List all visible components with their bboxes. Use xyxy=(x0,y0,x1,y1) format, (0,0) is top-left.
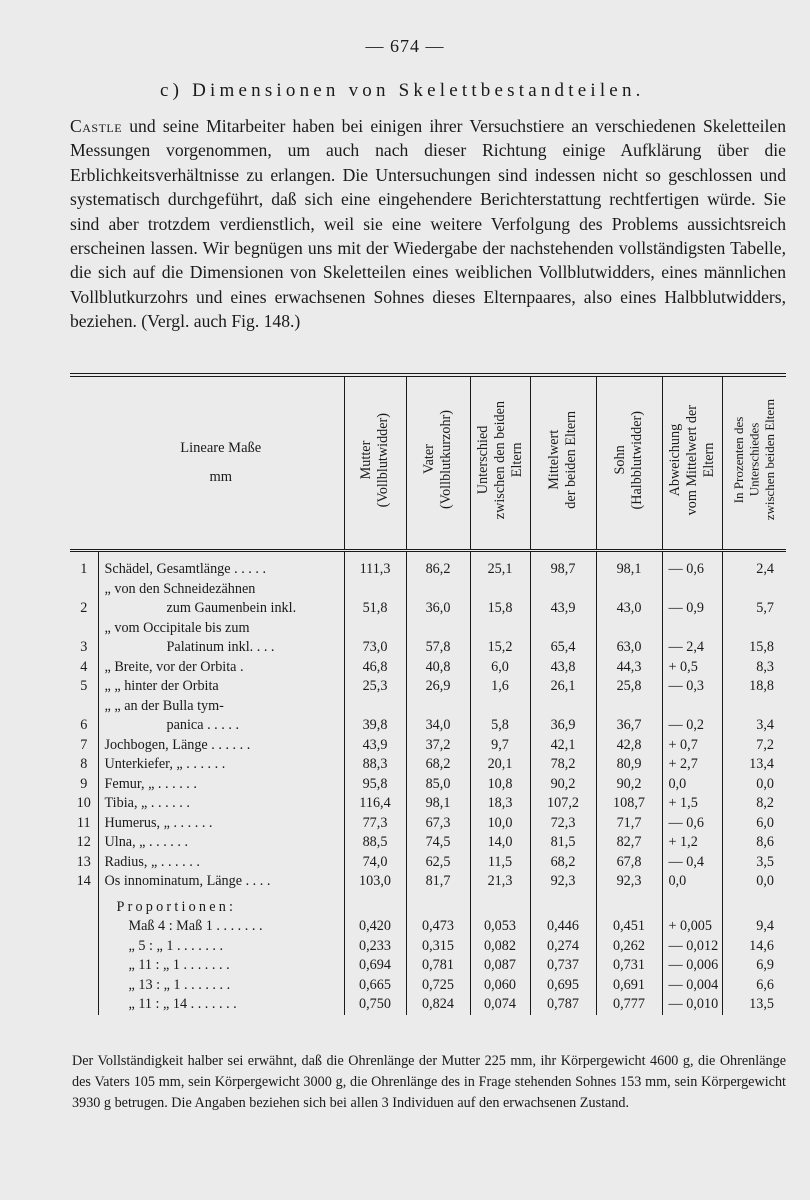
cell-prozent: 5,7 xyxy=(722,580,786,619)
row-label xyxy=(98,560,344,580)
cell-sohn: 25,8 xyxy=(596,677,662,697)
row-label-line1: Radius, „ . . . . . . xyxy=(104,853,200,870)
cell-sohn: 0,731 xyxy=(596,956,662,976)
row-label-line1: Schädel, Gesamtlänge . . . . . xyxy=(104,561,267,577)
cell-unterschied: 9,7 xyxy=(470,736,530,756)
cell-vater: 0,725 xyxy=(406,976,470,996)
header-mittelwert-label: Mittelwert der beiden Eltern xyxy=(546,410,579,509)
cell-mutter: 95,8 xyxy=(344,775,406,795)
intro-text: und seine Mitarbeiter haben bei einigen ihrer Versuchstiere an verschiedenen Skeletteilen Messungen vorgenommen, um auch nach dieser Richtung einige Aufklärung über die Erblichkeitsverhältnisse zu erlangen. Die Untersuchungen sind indessen nicht so geschlossen und systematisch durchgeführt, daß sich eine eingehendere Berichterstattung rechtfertigen würde. Sie sind aber trotzdem verdienstlich, weil sie eine weitere Verfolgung des Problems aussichtsreich erscheinen lassen. Wir begnügen uns mit der Wiedergabe der nachstehenden vollständigsten Tabelle, die sich auf die Dimensionen von Skeletteilen eines weiblichen Vollblutwidders, eines männlichen Vollblutkurzohrs und eines erwachsenen Sohnes dieses Elternpaares, also eines Halbblutwidders, beziehen. (Vergl. auch Fig. 148.) xyxy=(70,116,786,332)
cell-mittelwert: 0,737 xyxy=(530,956,596,976)
cell-mutter: 0,750 xyxy=(344,995,406,1015)
cell-mutter: 74,0 xyxy=(344,853,406,873)
row-label-line1: Tibia, „ . . . . . . xyxy=(104,795,190,811)
spacer-cell xyxy=(596,551,662,561)
cell-vater: 81,7 xyxy=(406,872,470,892)
cell-mittelwert: 0,695 xyxy=(530,976,596,996)
row-label-line1: Os innominatum, Länge . . . . xyxy=(104,873,271,889)
cell-mutter: 103,0 xyxy=(344,872,406,892)
cell-mittelwert: 107,2 xyxy=(530,794,596,814)
cell-mutter: 88,5 xyxy=(344,833,406,853)
header-sohn xyxy=(596,375,662,551)
spacer-cell xyxy=(530,551,596,561)
cell-mittelwert: 98,7 xyxy=(530,560,596,580)
empty-cell xyxy=(470,892,530,918)
cell-mittelwert: 65,4 xyxy=(530,619,596,658)
header-unterschied-label: Unterschied zwischen den beiden Eltern xyxy=(474,400,525,519)
header-mutter-label: Mutter (Vollblutwidder) xyxy=(358,412,391,507)
cell-unterschied: 6,0 xyxy=(470,658,530,678)
row-number xyxy=(70,976,98,996)
cell-abweichung: — 0,012 xyxy=(662,937,722,957)
header-prozent xyxy=(722,375,786,551)
row-number xyxy=(70,956,98,976)
cell-unterschied: 25,1 xyxy=(470,560,530,580)
row-label-line1: Ulna, „ . . . . . . xyxy=(104,834,189,850)
cell-abweichung: + 2,7 xyxy=(662,755,722,775)
cell-sohn: 108,7 xyxy=(596,794,662,814)
cell-vater: 74,5 xyxy=(406,833,470,853)
cell-mittelwert: 72,3 xyxy=(530,814,596,834)
cell-unterschied: 0,053 xyxy=(470,917,530,937)
cell-unterschied: 0,060 xyxy=(470,976,530,996)
section-heading: c) Dimensionen von Skelettbestandteilen. xyxy=(160,80,645,101)
empty-cell xyxy=(344,892,406,918)
header-unit: mm xyxy=(209,469,233,485)
row-number: 10 xyxy=(70,794,98,814)
proportion-label: Maß 4 : Maß 1 . . . . . . . xyxy=(128,918,263,934)
proportion-row xyxy=(70,937,786,957)
header-mittelwert xyxy=(530,375,596,551)
row-label-line1: Humerus, „ . . . . . . xyxy=(104,814,213,831)
spacer-cell xyxy=(70,551,98,561)
row-number xyxy=(70,892,98,918)
row-label xyxy=(98,794,344,814)
cell-sohn: 63,0 xyxy=(596,619,662,658)
table-row xyxy=(70,833,786,853)
proportion-label: „ 5 : „ 1 . . . . . . . xyxy=(128,937,224,954)
cell-sohn: 80,9 xyxy=(596,755,662,775)
spacer-cell xyxy=(722,551,786,561)
cell-abweichung: 0,0 xyxy=(662,872,722,892)
header-vater xyxy=(406,375,470,551)
row-label xyxy=(98,736,344,756)
spacer-cell xyxy=(470,551,530,561)
header-vater-label: Vater (Vollblutkurzohr) xyxy=(421,410,454,510)
row-number: 13 xyxy=(70,853,98,873)
cell-prozent: 6,9 xyxy=(722,956,786,976)
cell-unterschied: 0,074 xyxy=(470,995,530,1015)
table-row xyxy=(70,658,786,678)
table-row xyxy=(70,560,786,580)
cell-vater: 0,824 xyxy=(406,995,470,1015)
cell-mittelwert: 0,446 xyxy=(530,917,596,937)
cell-vater: 40,8 xyxy=(406,658,470,678)
row-label xyxy=(98,619,344,658)
cell-prozent: 0,0 xyxy=(722,775,786,795)
intro-paragraph xyxy=(70,114,786,334)
header-abweichung-label: Abweichung vom Mittelwert der Eltern xyxy=(666,404,717,515)
row-number: 8 xyxy=(70,755,98,775)
empty-cell xyxy=(662,892,722,918)
cell-abweichung: — 0,2 xyxy=(662,697,722,736)
table-row xyxy=(70,697,786,736)
row-number: 4 xyxy=(70,658,98,678)
table-header-row xyxy=(70,375,786,551)
cell-unterschied: 0,082 xyxy=(470,937,530,957)
cell-prozent: 3,5 xyxy=(722,853,786,873)
cell-sohn: 0,691 xyxy=(596,976,662,996)
cell-abweichung: — 0,010 xyxy=(662,995,722,1015)
spacer-cell xyxy=(662,551,722,561)
spacer-row xyxy=(70,551,786,561)
cell-vater: 68,2 xyxy=(406,755,470,775)
cell-prozent: 2,4 xyxy=(722,560,786,580)
header-number xyxy=(70,375,98,551)
proportion-label: „ 11 : „ 1 . . . . . . . xyxy=(128,957,230,973)
cell-mittelwert: 81,5 xyxy=(530,833,596,853)
cell-mittelwert: 42,1 xyxy=(530,736,596,756)
row-label xyxy=(98,872,344,892)
cell-mutter: 46,8 xyxy=(344,658,406,678)
cell-unterschied: 14,0 xyxy=(470,833,530,853)
cell-vater: 36,0 xyxy=(406,580,470,619)
cell-mutter: 51,8 xyxy=(344,580,406,619)
proportion-row xyxy=(70,995,786,1015)
cell-vater: 0,781 xyxy=(406,956,470,976)
cell-unterschied: 15,8 xyxy=(470,580,530,619)
proportion-row xyxy=(70,976,786,996)
cell-mutter: 73,0 xyxy=(344,619,406,658)
row-number: 7 xyxy=(70,736,98,756)
cell-abweichung: — 0,4 xyxy=(662,853,722,873)
spacer-cell xyxy=(98,551,344,561)
cell-prozent: 13,4 xyxy=(722,755,786,775)
header-mutter xyxy=(344,375,406,551)
cell-sohn: 98,1 xyxy=(596,560,662,580)
cell-vater: 86,2 xyxy=(406,560,470,580)
cell-sohn: 0,777 xyxy=(596,995,662,1015)
proportion-label: „ 11 : „ 14 . . . . . . . xyxy=(128,996,237,1012)
cell-unterschied: 5,8 xyxy=(470,697,530,736)
spacer-cell xyxy=(406,551,470,561)
proportion-row xyxy=(70,917,786,937)
cell-mutter: 0,694 xyxy=(344,956,406,976)
cell-prozent: 14,6 xyxy=(722,937,786,957)
cell-mutter: 39,8 xyxy=(344,697,406,736)
cell-mutter: 25,3 xyxy=(344,677,406,697)
row-number: 14 xyxy=(70,872,98,892)
cell-vater: 37,2 xyxy=(406,736,470,756)
row-label xyxy=(98,833,344,853)
cell-mittelwert: 36,9 xyxy=(530,697,596,736)
row-label-line2: zum Gaumenbein inkl. xyxy=(166,600,297,616)
row-label xyxy=(98,697,344,736)
proportion-row xyxy=(70,956,786,976)
cell-abweichung: — 0,3 xyxy=(662,677,722,697)
cell-vater: 85,0 xyxy=(406,775,470,795)
cell-sohn: 36,7 xyxy=(596,697,662,736)
row-label xyxy=(98,658,344,678)
cell-sohn: 90,2 xyxy=(596,775,662,795)
cell-vater: 57,8 xyxy=(406,619,470,658)
cell-unterschied: 10,0 xyxy=(470,814,530,834)
cell-abweichung: 0,0 xyxy=(662,775,722,795)
cell-mittelwert: 90,2 xyxy=(530,775,596,795)
cell-mittelwert: 78,2 xyxy=(530,755,596,775)
row-number: 6 xyxy=(70,697,98,736)
cell-mittelwert: 68,2 xyxy=(530,853,596,873)
cell-sohn: 92,3 xyxy=(596,872,662,892)
cell-mutter: 43,9 xyxy=(344,736,406,756)
cell-vater: 67,3 xyxy=(406,814,470,834)
header-abweichung xyxy=(662,375,722,551)
cell-prozent: 9,4 xyxy=(722,917,786,937)
cell-abweichung: — 0,6 xyxy=(662,814,722,834)
cell-abweichung: — 0,6 xyxy=(662,560,722,580)
cell-sohn: 43,0 xyxy=(596,580,662,619)
row-label xyxy=(98,814,344,834)
row-label-line1: Femur, „ . . . . . . xyxy=(104,775,197,792)
cell-prozent: 6,6 xyxy=(722,976,786,996)
cell-sohn: 82,7 xyxy=(596,833,662,853)
cell-mittelwert: 43,8 xyxy=(530,658,596,678)
row-label-line1: Jochbogen, Länge . . . . . . xyxy=(104,736,251,753)
cell-vater: 0,473 xyxy=(406,917,470,937)
empty-cell xyxy=(722,892,786,918)
cell-abweichung: — 0,004 xyxy=(662,976,722,996)
cell-prozent: 7,2 xyxy=(722,736,786,756)
cell-mutter: 88,3 xyxy=(344,755,406,775)
header-lineare-masse xyxy=(98,375,344,551)
table-row xyxy=(70,814,786,834)
cell-mittelwert: 26,1 xyxy=(530,677,596,697)
cell-abweichung: + 0,5 xyxy=(662,658,722,678)
table-row xyxy=(70,755,786,775)
cell-abweichung: + 1,5 xyxy=(662,794,722,814)
cell-unterschied: 20,1 xyxy=(470,755,530,775)
cell-prozent: 8,6 xyxy=(722,833,786,853)
page-number: — 674 — xyxy=(365,36,445,56)
cell-vater: 26,9 xyxy=(406,677,470,697)
cell-mittelwert: 0,274 xyxy=(530,937,596,957)
row-number xyxy=(70,995,98,1015)
author-name: Castle xyxy=(70,116,123,136)
cell-unterschied: 1,6 xyxy=(470,677,530,697)
cell-abweichung: + 0,005 xyxy=(662,917,722,937)
cell-mutter: 0,420 xyxy=(344,917,406,937)
cell-unterschied: 21,3 xyxy=(470,872,530,892)
skeleton-dimensions-table xyxy=(70,373,786,1015)
row-number xyxy=(70,937,98,957)
header-prozent-label: In Prozenten des Unterschiedes zwischen beiden Eltern xyxy=(731,399,777,521)
row-label-line1: „ von den Schneidezähnen xyxy=(104,580,256,597)
table-row xyxy=(70,872,786,892)
cell-vater: 0,315 xyxy=(406,937,470,957)
cell-abweichung: — 0,006 xyxy=(662,956,722,976)
cell-unterschied: 11,5 xyxy=(470,853,530,873)
cell-vater: 98,1 xyxy=(406,794,470,814)
row-label xyxy=(98,755,344,775)
cell-mittelwert: 92,3 xyxy=(530,872,596,892)
cell-abweichung: + 1,2 xyxy=(662,833,722,853)
cell-prozent: 15,8 xyxy=(722,619,786,658)
cell-abweichung: — 2,4 xyxy=(662,619,722,658)
cell-sohn: 42,8 xyxy=(596,736,662,756)
cell-unterschied: 18,3 xyxy=(470,794,530,814)
cell-mutter: 0,233 xyxy=(344,937,406,957)
cell-mittelwert: 0,787 xyxy=(530,995,596,1015)
cell-mittelwert: 43,9 xyxy=(530,580,596,619)
cell-vater: 34,0 xyxy=(406,697,470,736)
cell-mutter: 0,665 xyxy=(344,976,406,996)
row-label-line2: Palatinum inkl. . . . xyxy=(166,639,275,655)
row-number: 5 xyxy=(70,677,98,697)
cell-abweichung: + 0,7 xyxy=(662,736,722,756)
cell-sohn: 0,262 xyxy=(596,937,662,957)
cell-mutter: 77,3 xyxy=(344,814,406,834)
empty-cell xyxy=(596,892,662,918)
row-label-line1: Unterkiefer, „ . . . . . . xyxy=(104,756,226,772)
header-lineare-label: Lineare Maße xyxy=(180,439,262,456)
cell-vater: 62,5 xyxy=(406,853,470,873)
cell-unterschied: 10,8 xyxy=(470,775,530,795)
proportions-header-row xyxy=(70,892,786,918)
row-number: 2 xyxy=(70,580,98,619)
cell-sohn: 44,3 xyxy=(596,658,662,678)
proportion-label: „ 13 : „ 1 . . . . . . . xyxy=(128,976,231,993)
empty-cell xyxy=(406,892,470,918)
cell-abweichung: — 0,9 xyxy=(662,580,722,619)
cell-prozent: 8,3 xyxy=(722,658,786,678)
row-number: 9 xyxy=(70,775,98,795)
table-row xyxy=(70,853,786,873)
cell-mutter: 111,3 xyxy=(344,560,406,580)
header-sohn-label: Sohn (Halbblutwidder) xyxy=(612,410,645,509)
row-number: 3 xyxy=(70,619,98,658)
cell-prozent: 0,0 xyxy=(722,872,786,892)
row-label-line1: „ „ hinter der Orbita xyxy=(104,678,219,694)
table-row xyxy=(70,580,786,619)
row-label xyxy=(98,580,344,619)
table-row xyxy=(70,794,786,814)
row-label xyxy=(98,853,344,873)
row-label-line2: panica . . . . . xyxy=(166,717,239,733)
row-number: 1 xyxy=(70,560,98,580)
row-number xyxy=(70,917,98,937)
table-row xyxy=(70,619,786,658)
cell-sohn: 0,451 xyxy=(596,917,662,937)
table-row xyxy=(70,736,786,756)
row-label xyxy=(98,775,344,795)
row-number: 11 xyxy=(70,814,98,834)
proportions-title: Proportionen: xyxy=(116,898,237,915)
cell-unterschied: 0,087 xyxy=(470,956,530,976)
header-unterschied xyxy=(470,375,530,551)
footnote: Der Vollständigkeit halber sei erwähnt, daß die Ohrenlänge der Mutter 225 mm, ihr Körpergewicht 4600 g, die Ohrenlänge des Vaters 105 mm, sein Körpergewicht 3000 g, die Ohrenlänge des in Frage stehenden Sohnes 153 mm, sein Körpergewicht 3930 g betrugen. Die Angaben beziehen sich bei allen 3 Individuen auf den erwachsenen Zustand. xyxy=(72,1053,786,1111)
row-label-line1: „ vom Occipitale bis zum xyxy=(104,619,250,636)
cell-unterschied: 15,2 xyxy=(470,619,530,658)
row-label-line1: „ „ an der Bulla tym- xyxy=(104,697,224,714)
row-label-line1: „ Breite, vor der Orbita . xyxy=(104,658,244,675)
cell-prozent: 18,8 xyxy=(722,677,786,697)
cell-prozent: 13,5 xyxy=(722,995,786,1015)
spacer-cell xyxy=(344,551,406,561)
cell-prozent: 8,2 xyxy=(722,794,786,814)
cell-sohn: 71,7 xyxy=(596,814,662,834)
cell-sohn: 67,8 xyxy=(596,853,662,873)
table-row xyxy=(70,677,786,697)
cell-prozent: 6,0 xyxy=(722,814,786,834)
cell-mutter: 116,4 xyxy=(344,794,406,814)
row-number: 12 xyxy=(70,833,98,853)
cell-prozent: 3,4 xyxy=(722,697,786,736)
row-label xyxy=(98,677,344,697)
empty-cell xyxy=(530,892,596,918)
table-row xyxy=(70,775,786,795)
